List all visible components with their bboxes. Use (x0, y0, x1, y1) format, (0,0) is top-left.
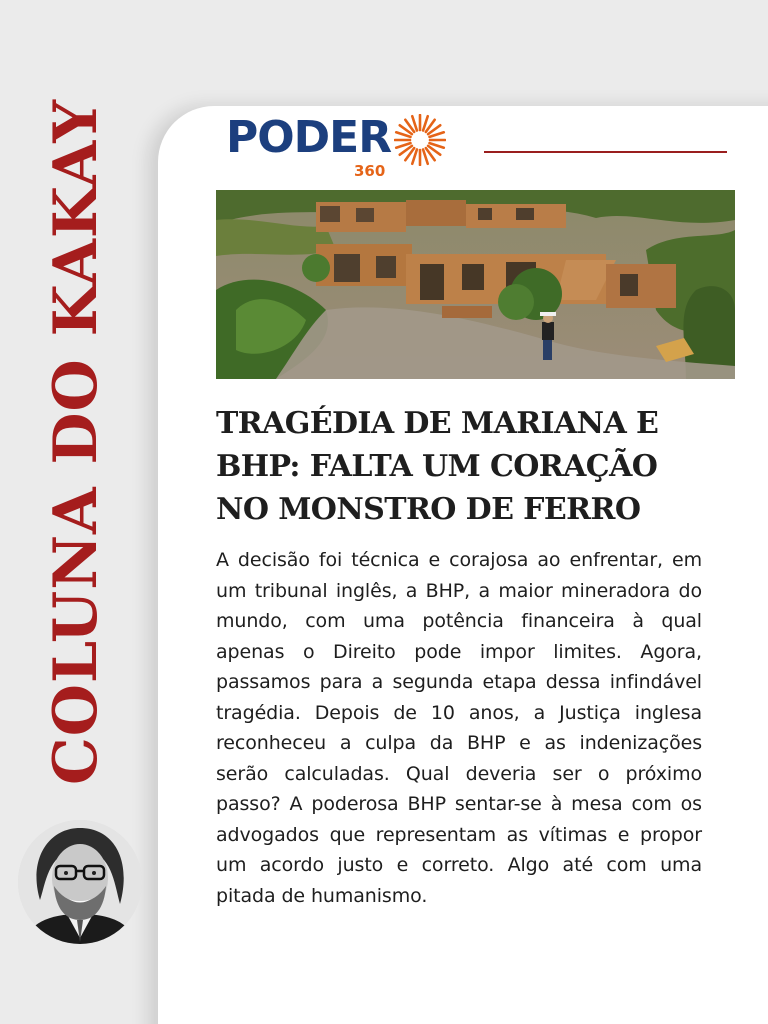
author-portrait (18, 820, 142, 944)
column-title: COLUNA DO KAKAY (41, 98, 111, 786)
logo-divider-rule (484, 151, 727, 153)
portrait-illustration (18, 820, 142, 944)
headline-line: NO MONSTRO DE FERRO (216, 492, 641, 527)
article-headline (216, 402, 716, 531)
sun-burst-icon (394, 114, 446, 166)
headline-line: TRAGÉDIA DE MARIANA E (216, 406, 659, 441)
ruined-village-photo (216, 190, 735, 379)
article-photo (216, 190, 735, 379)
article-body: A decisão foi técnica e corajosa ao enfrentar, em um tribunal inglês, a BHP, a maior mineradora do mundo, com uma potência financeira à qual apenas o Direito pode impor limites. Agora, passamos para a segunda etapa dessa infindável tragédia. Depois de 10 anos, a Justiça inglesa reconheceu a culpa da BHP e as indenizações serão calculadas. Qual deveria ser o próximo passo? A poderosa BHP sentar-se à mesa com os advogados que representam as vítimas e propor um acordo justo e correto. Algo até com uma pitada de humanismo. (216, 549, 702, 907)
poder360-logo (226, 112, 456, 186)
headline-line: BHP: FALTA UM CORAÇÃO (216, 449, 658, 484)
logo-number: 360 (354, 162, 386, 180)
logo-wordmark: PODER (226, 112, 392, 163)
